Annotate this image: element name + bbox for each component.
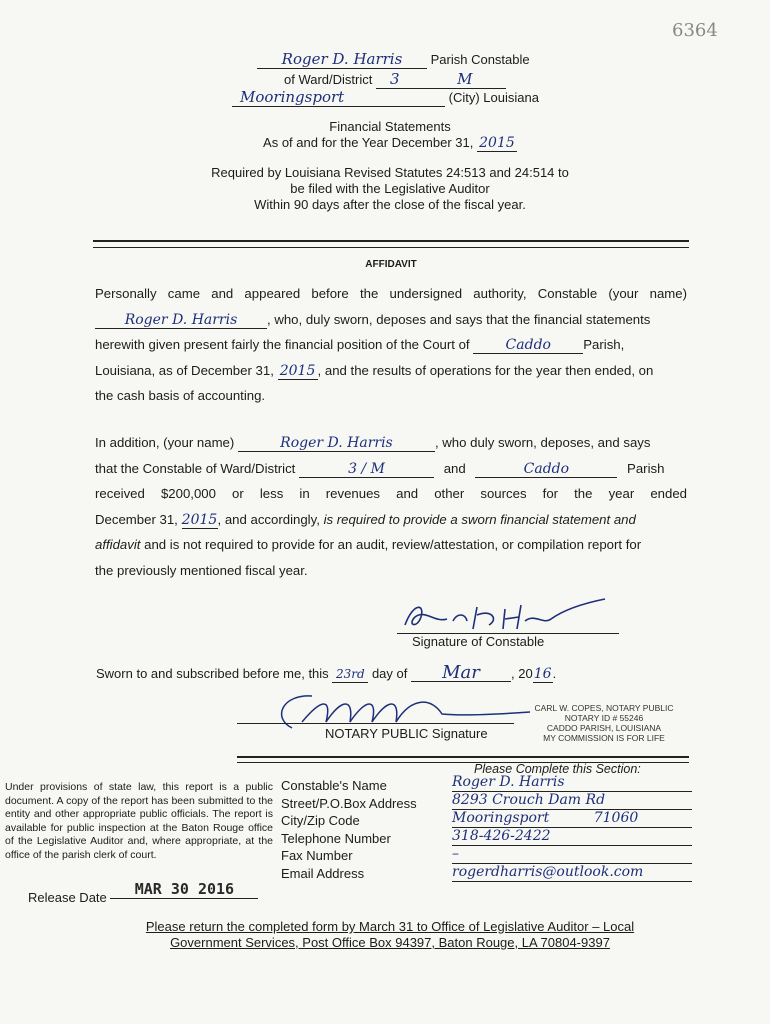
value-telephone: 318-426-2422 bbox=[452, 828, 692, 846]
affidavit-title: AFFIDAVIT bbox=[365, 259, 417, 270]
p2-h: and is not required to provide for an audit, review/attestation, or compilation report for bbox=[144, 537, 642, 552]
label-street: Street/P.O.Box Address bbox=[281, 795, 417, 811]
page-number: 6364 bbox=[672, 20, 718, 41]
sworn-c: , 20 bbox=[510, 666, 533, 681]
footer-line-1: Please return the completed form by March 31 to Office of Legislative Auditor – Local bbox=[145, 919, 635, 934]
notary-signature-label: NOTARY PUBLIC Signature bbox=[325, 726, 488, 741]
p2-parish: Caddo bbox=[523, 460, 570, 477]
fs-block bbox=[160, 119, 620, 152]
value-fax: – bbox=[452, 846, 692, 864]
p2-i: the previously mentioned fiscal year. bbox=[95, 562, 308, 578]
constable-signature-label: Signature of Constable bbox=[412, 634, 545, 649]
p2-g: , and accordingly, bbox=[217, 511, 320, 527]
stamp-line-3: CADDO PARISH, LOUISIANA bbox=[546, 723, 662, 733]
contact-heading: Please Complete this Section: bbox=[474, 762, 641, 776]
required-line-3: Within 90 days after the close of the fiscal year. bbox=[254, 197, 526, 212]
city-label: (City) Louisiana bbox=[448, 90, 539, 105]
required-line-1: Required by Louisiana Revised Statutes 24:513 and 24:514 to bbox=[211, 165, 569, 180]
required-line-2: be filed with the Legislative Auditor bbox=[290, 181, 490, 196]
p2-and: and bbox=[443, 460, 466, 476]
value-constable-name: Roger D. Harris bbox=[452, 774, 692, 792]
value-street: 8293 Crouch Dam Rd bbox=[452, 792, 692, 810]
footer-instructions bbox=[100, 919, 680, 951]
required-block bbox=[130, 165, 650, 213]
p2-ward: 3 / M bbox=[348, 460, 385, 477]
label-fax: Fax Number bbox=[281, 848, 353, 863]
sworn-line: Sworn to and subscribed before me, this 23rd day of Mar , 2016. bbox=[96, 662, 557, 683]
sworn-month: Mar bbox=[442, 662, 480, 683]
contact-labels bbox=[281, 777, 417, 882]
p1-line-1: Personally came and appeared before the undersigned authority, Constable (your name) bbox=[95, 286, 687, 301]
p2-year: 2015 bbox=[181, 511, 218, 528]
stamp-line-4: MY COMMISSION IS FOR LIFE bbox=[543, 733, 665, 743]
p1-e: Louisiana, as of December 31, bbox=[95, 362, 274, 378]
release-date-stamp: MAR 30 2016 bbox=[110, 880, 258, 899]
release-date-row bbox=[28, 880, 258, 905]
p1-c: herewith given present fairly the financial position of the Court of bbox=[95, 337, 470, 352]
p2-c: that the Constable of Ward/District bbox=[95, 460, 296, 476]
p1-b: , who, duly sworn, deposes and says that the financial statements bbox=[267, 311, 651, 327]
p1-d: Parish, bbox=[583, 337, 625, 352]
sworn-b: day of bbox=[371, 666, 408, 681]
notary-stamp bbox=[518, 703, 690, 743]
label-city-zip: City/Zip Code bbox=[281, 813, 360, 828]
label-email: Email Address bbox=[281, 865, 365, 881]
sworn-day: 23rd bbox=[335, 667, 365, 681]
p1-f: , and the results of operations for the year then ended, on bbox=[317, 362, 654, 378]
p1-year: 2015 bbox=[279, 362, 316, 379]
affidavit-paragraph-2 bbox=[95, 430, 687, 583]
header-block bbox=[232, 50, 542, 108]
p2-a: In addition, (your name) bbox=[95, 435, 235, 450]
fs-title: Financial Statements bbox=[329, 119, 451, 134]
ward-label: of Ward/District bbox=[284, 72, 373, 87]
label-constable-name: Constable's Name bbox=[281, 778, 387, 793]
p2-d: Parish bbox=[627, 460, 665, 476]
contact-values bbox=[452, 774, 692, 882]
p2-name: Roger D. Harris bbox=[280, 435, 393, 451]
city-name: Mooringsport bbox=[232, 88, 445, 107]
affidavit-paragraph-1 bbox=[95, 281, 687, 409]
stamp-line-1: CARL W. COPES, NOTARY PUBLIC bbox=[534, 703, 674, 713]
p1-g: the cash basis of accounting. bbox=[95, 388, 266, 403]
fs-year: 2015 bbox=[477, 135, 517, 152]
stamp-line-2: NOTARY ID # 55246 bbox=[564, 713, 644, 723]
footer-line-2: Government Services, Post Office Box 94397, Baton Rouge, LA 70804-9397 bbox=[170, 935, 610, 950]
notary-signature-line bbox=[237, 723, 514, 724]
fs-year-label: As of and for the Year December 31, bbox=[263, 135, 474, 150]
p2-b: , who duly sworn, deposes, and says bbox=[434, 435, 651, 450]
release-date-label: Release Date bbox=[28, 890, 107, 905]
value-email: rogerdharris@outlook.com bbox=[452, 864, 692, 882]
p2-e: received $200,000 or less in revenues and other sources for the year ended bbox=[95, 486, 687, 501]
p1-name: Roger D. Harris bbox=[124, 311, 238, 328]
ward-letter: M bbox=[457, 70, 473, 88]
p2-italic-1: is required to provide a sworn financial statement and bbox=[323, 511, 636, 527]
p1-court: Caddo bbox=[505, 337, 551, 353]
parish-constable-label: Parish Constable bbox=[430, 52, 530, 67]
public-notice: Under provisions of state law, this report is a public document. A copy of the report has been submitted to the entity and other appropriate public officials. The report is available for public inspection at the Baton Rouge office of the Legislative Auditor and, where appropriate, at the office of the parish clerk of court. bbox=[5, 781, 273, 861]
p2-f: December 31, bbox=[95, 511, 178, 527]
ward-number: 3 bbox=[389, 70, 400, 88]
value-city-zip: Mooringsport 71060 bbox=[452, 810, 692, 828]
header-constable-name: Roger D. Harris bbox=[257, 50, 427, 69]
header-divider bbox=[93, 240, 689, 248]
sworn-a: Sworn to and subscribed before me, this bbox=[96, 666, 329, 681]
sworn-year: 16 bbox=[533, 666, 552, 682]
label-telephone: Telephone Number bbox=[281, 830, 391, 846]
p2-italic-2: affidavit bbox=[95, 537, 141, 552]
